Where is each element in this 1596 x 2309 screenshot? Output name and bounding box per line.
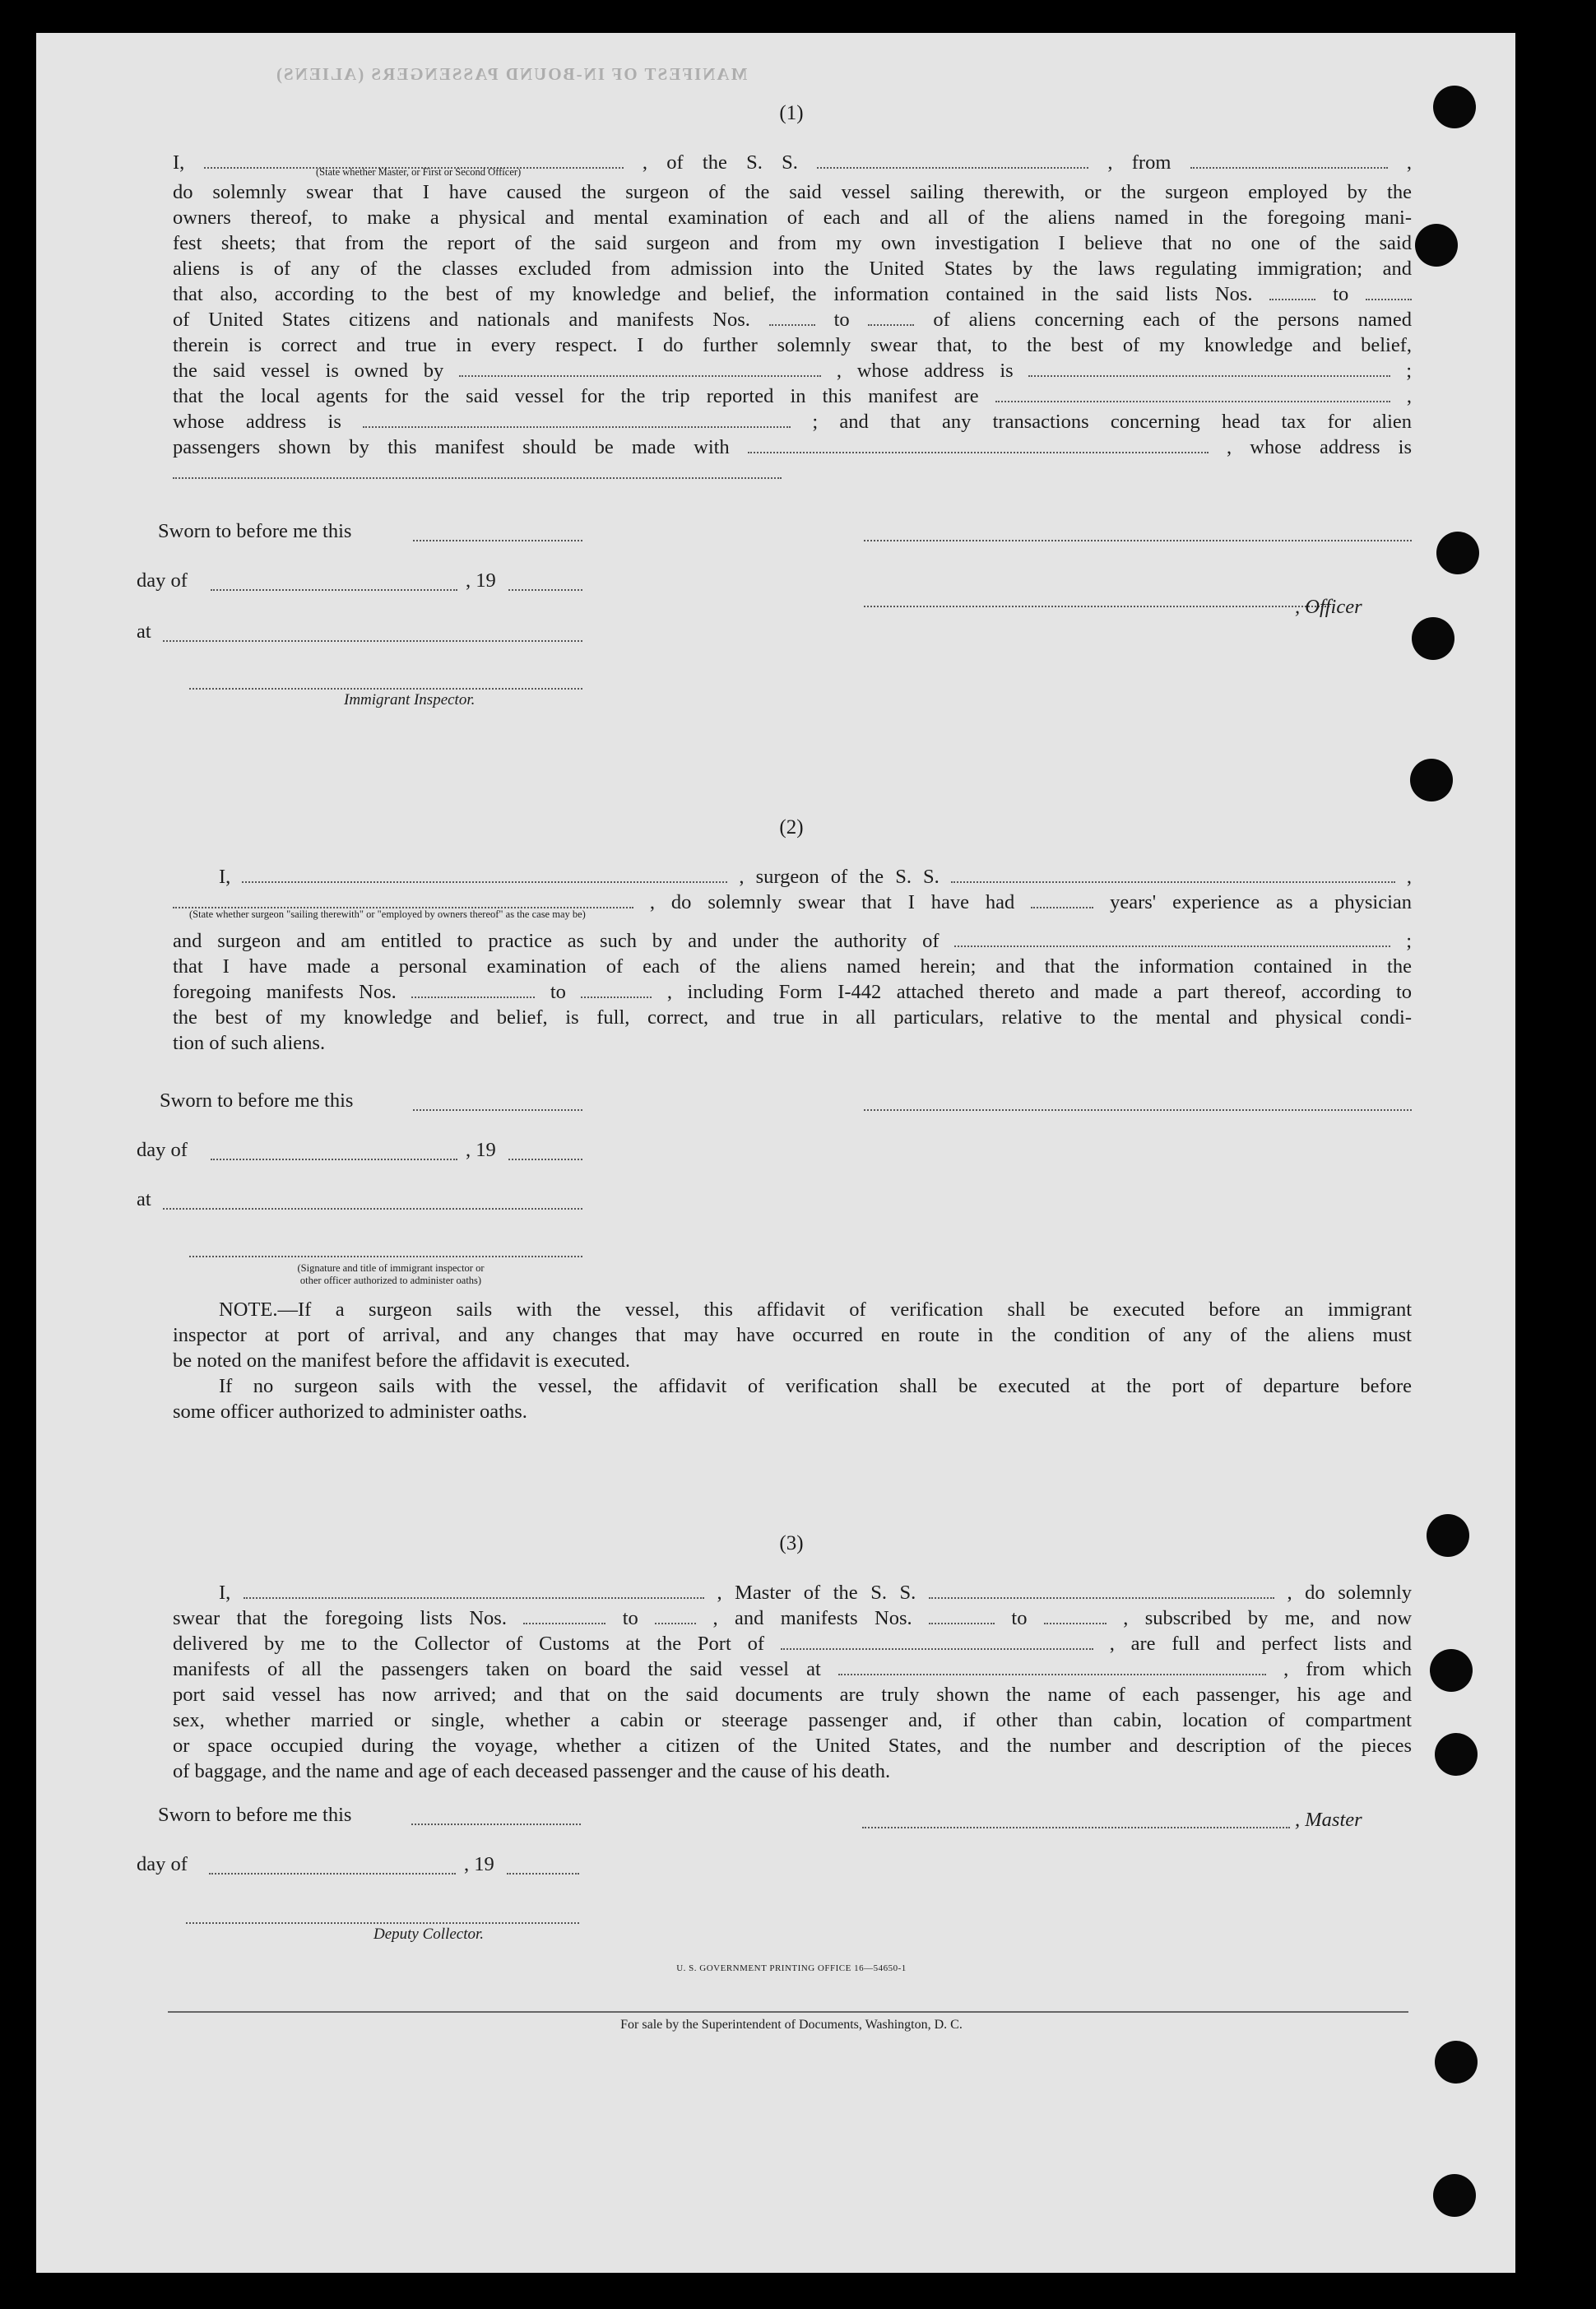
text: , do solemnly swear that I have had (649, 891, 1015, 913)
paragraph-line (173, 358, 1412, 383)
officer-signature-field[interactable] (864, 538, 1412, 541)
paragraph-line (173, 928, 1412, 954)
text: If no surgeon sails with the vessel, the affidavit of verification shall be executed at the port of departure before (219, 1375, 1412, 1397)
sworn-day-field[interactable] (411, 1822, 581, 1825)
officer-label: , Officer (1295, 596, 1362, 618)
text: whose address is (173, 411, 341, 433)
paragraph-line: aliens is of any of the classes excluded from admission into the United States by the laws regulating immigration; and (173, 258, 1412, 280)
printing-office-line: U. S. GOVERNMENT PRINTING OFFICE 16—54650-1 (676, 1963, 907, 1973)
text: , subscribed by me, and now (1123, 1607, 1413, 1629)
text: to (1333, 283, 1349, 305)
paragraph-line: fest sheets; that from the report of the said surgeon and from my own investigation I believe that no one of the said (173, 232, 1412, 254)
section-3-line-1 (173, 1580, 1412, 1605)
text: , (1406, 866, 1413, 888)
punch-hole (1435, 1733, 1478, 1776)
text: to (550, 981, 566, 1003)
paragraph-line: of baggage, and the name and age of each deceased passenger and the cause of his death. (173, 1760, 891, 1782)
text: , and manifests Nos. (712, 1607, 912, 1629)
section-2-heading: (2) (779, 816, 804, 839)
at-label: at (137, 1188, 151, 1210)
blank-field[interactable] (411, 980, 535, 998)
text: , whose address is (836, 360, 1014, 382)
text: ; (1406, 930, 1413, 952)
text: to (1011, 1607, 1028, 1629)
section-3-heading: (3) (779, 1532, 804, 1554)
year-field[interactable] (508, 588, 582, 591)
sworn-label: Sworn to before me this (158, 1804, 352, 1826)
text: , (1406, 151, 1413, 174)
blank-field[interactable] (244, 1581, 704, 1599)
blank-field[interactable] (954, 929, 1390, 947)
sale-notice: For sale by the Superintendent of Documents, Washington, D. C. (620, 2018, 963, 2032)
note-line (173, 1373, 1412, 1399)
punch-hole (1430, 1649, 1473, 1692)
paragraph-line: that I have made a personal examination of each of the aliens named herein; and that the information contained in the (173, 955, 1412, 978)
year-label: , 19 (464, 1853, 494, 1875)
text: NOTE.—If a surgeon sails with the vessel, this affidavit of verification shall be executed before an immigrant (219, 1299, 1412, 1321)
text: I, (173, 151, 185, 174)
day-of-field[interactable] (211, 1157, 457, 1160)
master-signature-field[interactable] (862, 1825, 1290, 1828)
footer-rule (168, 2011, 1408, 2013)
text: , including Form I-442 attached thereto and made a part thereof, according to (666, 981, 1413, 1003)
day-of-field[interactable] (211, 588, 457, 591)
day-of-label: day of (137, 569, 188, 592)
text: of aliens concerning each of the persons named (933, 309, 1412, 331)
text: , Master of the S. S. (717, 1582, 916, 1604)
text: , from which (1283, 1658, 1413, 1680)
at-field[interactable] (163, 639, 582, 642)
year-field[interactable] (508, 1157, 582, 1160)
blank-field[interactable] (929, 1581, 1274, 1599)
surgeon-signature-field[interactable] (864, 1108, 1412, 1111)
text: , surgeon of the S. S. (739, 866, 940, 888)
collector-caption: Deputy Collector. (373, 1926, 485, 1943)
caption-line: (Signature and title of immigrant inspector or (297, 1262, 485, 1274)
note-line (173, 1297, 1412, 1322)
sworn-label: Sworn to before me this (160, 1089, 354, 1112)
section-3-body (173, 1580, 1412, 1784)
paragraph-line (173, 1605, 1412, 1631)
text: delivered by me to the Collector of Customs at the Port of (173, 1633, 764, 1655)
blank-field[interactable] (173, 461, 782, 479)
sworn-day-field[interactable] (413, 538, 582, 541)
punch-hole (1435, 2041, 1478, 2084)
paragraph-line (173, 1631, 1412, 1656)
year-label: , 19 (466, 1139, 496, 1161)
officer-line[interactable] (864, 604, 1329, 607)
paragraph-line (173, 383, 1412, 409)
blank-field[interactable] (868, 308, 914, 326)
paragraph-line: sex, whether married or single, whether a cabin or steerage passenger and, if other than cabin, location of compartment (173, 1709, 1412, 1731)
punch-hole (1412, 617, 1454, 660)
text: foregoing manifests Nos. (173, 981, 397, 1003)
text: that the local agents for the said vessel for the trip reported in this manifest are (173, 385, 979, 407)
master-label: , Master (1295, 1809, 1362, 1831)
text: manifests of all the passengers taken on board the said vessel at (173, 1658, 821, 1680)
text: , whose address is (1227, 436, 1413, 458)
year-field[interactable] (507, 1871, 579, 1875)
paragraph-line: the best of my knowledge and belief, is full, correct, and true in all particulars, relative to the mental and physical condi- (173, 1006, 1412, 1029)
paragraph-line (173, 434, 1412, 460)
paragraph-line (173, 281, 1412, 307)
blank-field[interactable] (951, 865, 1395, 883)
paragraph-line (173, 307, 1412, 332)
text: that also, according to the best of my knowledge and belief, the information contained in the said lists Nos. (173, 283, 1253, 305)
blank-field[interactable] (929, 1606, 995, 1624)
paragraph-line: owners thereof, to make a physical and mental examination of each and all of the aliens named in the foregoing mani- (173, 207, 1412, 229)
blank-field[interactable] (1044, 1606, 1107, 1624)
text: the said vessel is owned by (173, 360, 444, 382)
day-of-label: day of (137, 1853, 188, 1875)
blank-field[interactable] (173, 890, 633, 908)
paragraph-line: or space occupied during the voyage, whether a citizen of the United States, and the number and description of the pieces (173, 1735, 1412, 1757)
blank-field[interactable] (748, 435, 1209, 453)
section-2-line-1 (173, 864, 1412, 890)
day-of-label: day of (137, 1139, 188, 1161)
blank-field[interactable] (581, 980, 652, 998)
paragraph-line (173, 460, 1412, 485)
text: to (622, 1607, 638, 1629)
note-line: some officer authorized to administer oaths. (173, 1401, 527, 1423)
signature-caption (197, 1262, 584, 1287)
text: I, (219, 1582, 231, 1604)
blank-field[interactable] (459, 359, 821, 377)
paragraph-line (173, 1656, 1412, 1682)
text: years' experience as a physician (1110, 891, 1413, 913)
caption-line: other officer authorized to administer oaths) (299, 1275, 482, 1286)
text: ; (1406, 360, 1413, 382)
paragraph-line: do solemnly swear that I have caused the surgeon of the said vessel sailing therewith, or the surgeon employed by the (173, 181, 1412, 203)
blank-field[interactable] (817, 151, 1088, 169)
paragraph-line (173, 409, 1412, 434)
text: , do solemnly (1287, 1582, 1413, 1604)
paragraph-line: therein is correct and true in every respect. I do further solemnly swear that, to the best of my knowledge and belief, (173, 334, 1412, 356)
blank-field[interactable] (838, 1657, 1266, 1675)
text: of United States citizens and nationals and manifests Nos. (173, 309, 750, 331)
field-note: (State whether surgeon "sailing therewith" or "employed by owners thereof" as the case may be) (189, 908, 586, 920)
collector-signature-field[interactable] (186, 1921, 579, 1924)
field-note: (State whether Master, or First or Second Officer) (316, 166, 522, 178)
punch-hole (1436, 532, 1479, 574)
punch-hole (1410, 759, 1453, 801)
sworn-label: Sworn to before me this (158, 520, 352, 542)
bleed-through-text: MANIFEST OF IN-BOUND PASSENGERS (ALIENS) (275, 64, 748, 84)
at-field[interactable] (163, 1206, 582, 1210)
blank-field[interactable] (1028, 359, 1390, 377)
section-2-body (173, 864, 1412, 1056)
text: , (1406, 385, 1413, 407)
sworn-day-field[interactable] (413, 1108, 582, 1111)
document-page (36, 33, 1515, 2273)
blank-field[interactable] (242, 865, 727, 883)
blank-field[interactable] (1366, 282, 1412, 300)
punch-hole (1415, 224, 1458, 267)
blank-field[interactable] (995, 384, 1390, 402)
text: I, (219, 866, 231, 888)
text: to (833, 309, 850, 331)
text: , are full and perfect lists and (1109, 1633, 1413, 1655)
text: , from (1107, 151, 1171, 174)
section-1-heading: (1) (779, 102, 804, 124)
paragraph-line: port said vessel has now arrived; and that on the said documents are truly shown the name of each passenger, his age and (173, 1684, 1412, 1706)
day-of-field[interactable] (209, 1871, 456, 1875)
blank-field[interactable] (1190, 151, 1388, 169)
paragraph-line (173, 979, 1412, 1005)
text: , of the S. S. (642, 151, 798, 174)
punch-hole (1433, 2174, 1476, 2217)
blank-field[interactable] (1031, 890, 1093, 908)
inspector-signature-field[interactable] (189, 1254, 582, 1257)
text: ; and that any transactions concerning head tax for alien (812, 411, 1413, 433)
blank-field[interactable] (523, 1606, 605, 1624)
text: and surgeon and am entitled to practice as such by and under the authority of (173, 930, 940, 952)
blank-field[interactable] (655, 1606, 696, 1624)
blank-field[interactable] (769, 308, 815, 326)
paragraph-line: tion of such aliens. (173, 1032, 326, 1054)
blank-field[interactable] (1269, 282, 1315, 300)
inspector-caption: Immigrant Inspector. (344, 691, 476, 708)
blank-field[interactable] (363, 410, 791, 428)
note-line: be noted on the manifest before the affidavit is executed. (173, 1350, 631, 1372)
inspector-signature-field[interactable] (189, 686, 582, 690)
at-label: at (137, 620, 151, 643)
section-1-body (173, 150, 1412, 485)
note-line: inspector at port of arrival, and any changes that may have occurred en route in the condition of any of the aliens must (173, 1324, 1412, 1346)
year-label: , 19 (466, 569, 496, 592)
note-block (173, 1297, 1412, 1424)
text: swear that the foregoing lists Nos. (173, 1607, 507, 1629)
blank-field[interactable] (781, 1632, 1093, 1650)
text: passengers shown by this manifest should be made with (173, 436, 730, 458)
